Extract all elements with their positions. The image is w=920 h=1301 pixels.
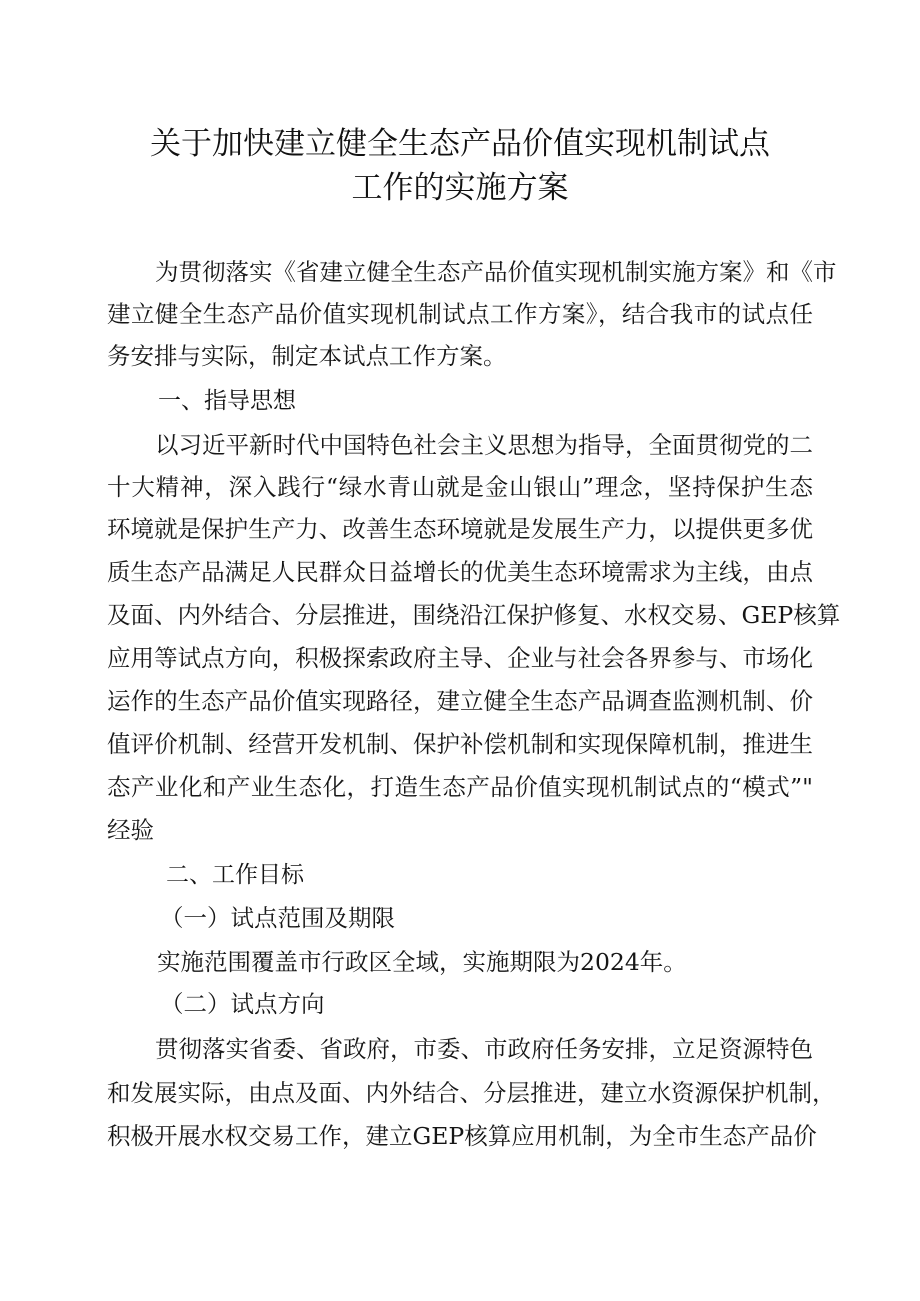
section1-line-10: 经验	[107, 816, 154, 844]
intro-line-2: 建立健全生态产品价值实现机制试点工作方案》，结合我市的试点任	[107, 300, 813, 328]
intro-line-1: 为贯彻落实《省建立健全生态产品价值实现机制实施方案》和《市	[155, 258, 837, 286]
section1-line-6: 应用等试点方向，积极探索政府主导、企业与社会各界参与、市场化	[107, 644, 813, 672]
document-title-line-2: 工作的实施方案	[351, 170, 569, 206]
subsection-heading-direction: （二）试点方向	[160, 990, 325, 1018]
section1-line-5: 及面、内外结合、分层推进，围绕沿江保护修复、水权交易、GEP核算	[107, 601, 841, 629]
direction-line-1: 贯彻落实省委、省政府，市委、市政府任务安排，立足资源特色	[155, 1035, 813, 1063]
subsection-scope-body: 实施范围覆盖市行政区全域，实施期限为2024年。	[157, 948, 687, 976]
section1-line-9: 态产业化和产业生态化，打造生态产品价值实现机制试点的“模式”"	[107, 773, 813, 801]
direction-line-3: 积极开展水权交易工作，建立GEP核算应用机制，为全市生态产品价	[107, 1122, 817, 1150]
section1-line-2: 十大精神，深入践行“绿水青山就是金山银山”理念，坚持保护生态	[107, 473, 813, 501]
direction-line-2: 和发展实际，由点及面、内外结合、分层推进，建立水资源保护机制，	[107, 1079, 836, 1107]
section1-line-8: 值评价机制、经营开发机制、保护补偿机制和实现保障机制，推进生	[107, 730, 813, 758]
section-heading-work-goals: 二、工作目标	[166, 862, 304, 888]
subsection-heading-scope: （一）试点范围及期限	[160, 904, 395, 932]
section1-line-1: 以习近平新时代中国特色社会主义思想为指导，全面贯彻党的二	[155, 431, 813, 459]
intro-line-3: 务安排与实际，制定本试点工作方案。	[107, 342, 507, 370]
section1-line-4: 质生态产品满足人民群众日益增长的优美生态环境需求为主线，由点	[107, 558, 813, 586]
section1-line-3: 环境就是保护生产力、改善生态环境就是发展生产力，以提供更多优	[107, 515, 813, 543]
section1-line-7: 运作的生态产品价值实现路径，建立健全生态产品调查监测机制、价	[107, 687, 813, 715]
document-title-line-1: 关于加快建立健全生态产品价值实现机制试点	[150, 126, 770, 162]
section-heading-guiding-ideology: 一、指导思想	[158, 388, 296, 414]
